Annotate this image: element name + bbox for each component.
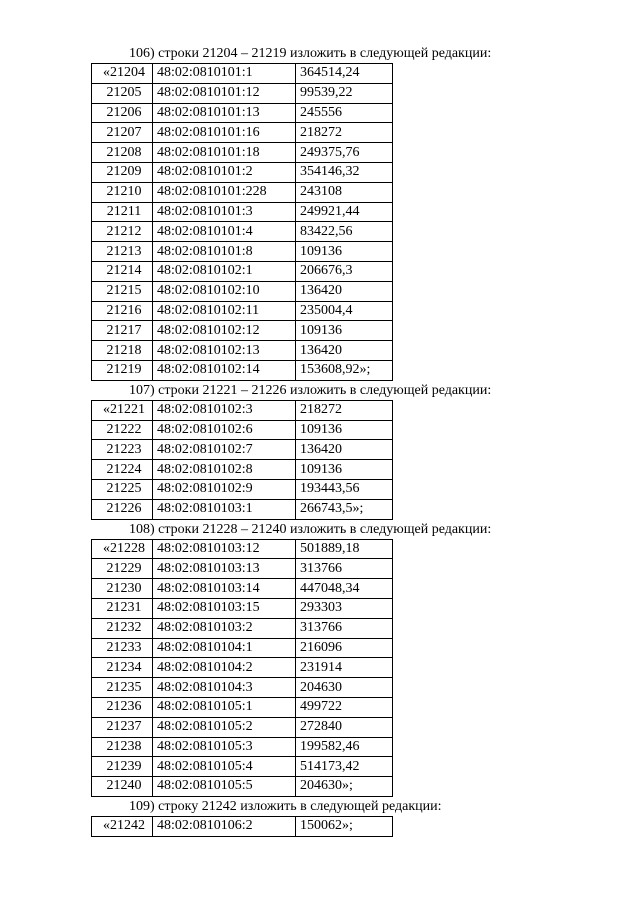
row-number-cell: 21218 bbox=[92, 341, 153, 361]
cadastral-number-cell: 48:02:0810102:9 bbox=[153, 479, 296, 499]
value-cell: 249921,44 bbox=[296, 202, 393, 222]
value-cell: 245556 bbox=[296, 103, 393, 123]
table-row bbox=[92, 737, 393, 757]
amendment-heading: 107) строки 21221 – 21226 изложить в следующей редакции: bbox=[129, 382, 492, 398]
row-number-cell: 21219 bbox=[92, 360, 153, 380]
value-cell: 109136 bbox=[296, 242, 393, 262]
amendment-section bbox=[0, 520, 640, 797]
row-number-cell: 21222 bbox=[92, 420, 153, 440]
cadastral-number-cell: 48:02:0810101:13 bbox=[153, 103, 296, 123]
row-number-cell: 21210 bbox=[92, 182, 153, 202]
row-number-cell: 21208 bbox=[92, 143, 153, 163]
amendment-section bbox=[0, 381, 640, 520]
row-number-cell: 21235 bbox=[92, 678, 153, 698]
row-number-cell: 21234 bbox=[92, 658, 153, 678]
cadastral-number-cell: 48:02:0810102:13 bbox=[153, 341, 296, 361]
row-number-cell: 21233 bbox=[92, 638, 153, 658]
row-number-cell: 21240 bbox=[92, 777, 153, 797]
table-row bbox=[92, 64, 393, 84]
row-number-cell: «21221 bbox=[92, 400, 153, 420]
cadastral-number-cell: 48:02:0810102:11 bbox=[153, 301, 296, 321]
value-cell: 206676,3 bbox=[296, 261, 393, 281]
table-row bbox=[92, 460, 393, 480]
cadastral-number-cell: 48:02:0810105:2 bbox=[153, 717, 296, 737]
cadastral-number-cell: 48:02:0810101:16 bbox=[153, 123, 296, 143]
row-number-cell: 21212 bbox=[92, 222, 153, 242]
value-cell: 99539,22 bbox=[296, 83, 393, 103]
value-cell: 364514,24 bbox=[296, 64, 393, 84]
row-number-cell: 21217 bbox=[92, 321, 153, 341]
value-cell: 109136 bbox=[296, 321, 393, 341]
amendment-table bbox=[91, 539, 393, 797]
row-number-cell: 21224 bbox=[92, 460, 153, 480]
row-number-cell: 21207 bbox=[92, 123, 153, 143]
value-cell: 204630»; bbox=[296, 777, 393, 797]
cadastral-number-cell: 48:02:0810104:1 bbox=[153, 638, 296, 658]
table-row bbox=[92, 579, 393, 599]
value-cell: 204630 bbox=[296, 678, 393, 698]
row-number-cell: 21237 bbox=[92, 717, 153, 737]
table-row bbox=[92, 202, 393, 222]
cadastral-number-cell: 48:02:0810101:4 bbox=[153, 222, 296, 242]
row-number-cell: 21223 bbox=[92, 440, 153, 460]
row-number-cell: 21216 bbox=[92, 301, 153, 321]
row-number-cell: 21211 bbox=[92, 202, 153, 222]
cadastral-number-cell: 48:02:0810103:15 bbox=[153, 598, 296, 618]
row-number-cell: 21225 bbox=[92, 479, 153, 499]
value-cell: 313766 bbox=[296, 559, 393, 579]
row-number-cell: 21206 bbox=[92, 103, 153, 123]
amendment-heading: 106) строки 21204 – 21219 изложить в следующей редакции: bbox=[129, 46, 492, 61]
cadastral-number-cell: 48:02:0810101:12 bbox=[153, 83, 296, 103]
value-cell: 235004,4 bbox=[296, 301, 393, 321]
table-row bbox=[92, 222, 393, 242]
row-number-cell: «21204 bbox=[92, 64, 153, 84]
value-cell: 218272 bbox=[296, 123, 393, 143]
cadastral-number-cell: 48:02:0810101:18 bbox=[153, 143, 296, 163]
value-cell: 136420 bbox=[296, 281, 393, 301]
amendment-section bbox=[0, 44, 640, 381]
table-row bbox=[92, 400, 393, 420]
table-row bbox=[92, 301, 393, 321]
value-cell: 249375,76 bbox=[296, 143, 393, 163]
row-number-cell: 21209 bbox=[92, 162, 153, 182]
value-cell: 266743,5»; bbox=[296, 499, 393, 519]
table-row bbox=[92, 598, 393, 618]
cadastral-number-cell: 48:02:0810102:14 bbox=[153, 360, 296, 380]
table-row bbox=[92, 182, 393, 202]
row-number-cell: 21205 bbox=[92, 83, 153, 103]
cadastral-number-cell: 48:02:0810103:14 bbox=[153, 579, 296, 599]
amendment-section bbox=[0, 797, 640, 837]
cadastral-number-cell: 48:02:0810104:2 bbox=[153, 658, 296, 678]
row-number-cell: 21232 bbox=[92, 618, 153, 638]
table-row bbox=[92, 618, 393, 638]
value-cell: 109136 bbox=[296, 460, 393, 480]
cadastral-number-cell: 48:02:0810106:2 bbox=[153, 816, 296, 836]
value-cell: 447048,34 bbox=[296, 579, 393, 599]
table-row bbox=[92, 341, 393, 361]
table-row bbox=[92, 321, 393, 341]
table-row bbox=[92, 261, 393, 281]
cadastral-number-cell: 48:02:0810102:7 bbox=[153, 440, 296, 460]
cadastral-number-cell: 48:02:0810105:3 bbox=[153, 737, 296, 757]
table-row bbox=[92, 440, 393, 460]
table-row bbox=[92, 123, 393, 143]
cadastral-number-cell: 48:02:0810103:2 bbox=[153, 618, 296, 638]
table-row bbox=[92, 360, 393, 380]
table-row bbox=[92, 777, 393, 797]
amendment-table bbox=[91, 400, 393, 520]
table-row bbox=[92, 499, 393, 519]
row-number-cell: 21236 bbox=[92, 697, 153, 717]
cadastral-number-cell: 48:02:0810102:12 bbox=[153, 321, 296, 341]
table-row bbox=[92, 638, 393, 658]
cadastral-number-cell: 48:02:0810103:13 bbox=[153, 559, 296, 579]
cadastral-number-cell: 48:02:0810103:12 bbox=[153, 539, 296, 559]
row-number-cell: 21215 bbox=[92, 281, 153, 301]
cadastral-number-cell: 48:02:0810102:8 bbox=[153, 460, 296, 480]
table-row bbox=[92, 83, 393, 103]
cadastral-number-cell: 48:02:0810102:1 bbox=[153, 261, 296, 281]
value-cell: 109136 bbox=[296, 420, 393, 440]
row-number-cell: 21214 bbox=[92, 261, 153, 281]
value-cell: 136420 bbox=[296, 440, 393, 460]
table-row bbox=[92, 757, 393, 777]
cadastral-number-cell: 48:02:0810105:4 bbox=[153, 757, 296, 777]
row-number-cell: 21239 bbox=[92, 757, 153, 777]
table-row bbox=[92, 678, 393, 698]
table-row bbox=[92, 143, 393, 163]
row-number-cell: 21229 bbox=[92, 559, 153, 579]
cadastral-number-cell: 48:02:0810102:6 bbox=[153, 420, 296, 440]
cadastral-number-cell: 48:02:0810101:1 bbox=[153, 64, 296, 84]
value-cell: 153608,92»; bbox=[296, 360, 393, 380]
table-row bbox=[92, 103, 393, 123]
value-cell: 83422,56 bbox=[296, 222, 393, 242]
table-row bbox=[92, 559, 393, 579]
cadastral-number-cell: 48:02:0810105:5 bbox=[153, 777, 296, 797]
amendment-heading: 108) строки 21228 – 21240 изложить в следующей редакции: bbox=[129, 521, 492, 537]
value-cell: 199582,46 bbox=[296, 737, 393, 757]
value-cell: 272840 bbox=[296, 717, 393, 737]
cadastral-number-cell: 48:02:0810104:3 bbox=[153, 678, 296, 698]
cadastral-number-cell: 48:02:0810105:1 bbox=[153, 697, 296, 717]
table-row bbox=[92, 242, 393, 262]
table-row bbox=[92, 539, 393, 559]
amendment-table bbox=[91, 816, 393, 837]
value-cell: 243108 bbox=[296, 182, 393, 202]
value-cell: 193443,56 bbox=[296, 479, 393, 499]
value-cell: 231914 bbox=[296, 658, 393, 678]
row-number-cell: «21242 bbox=[92, 816, 153, 836]
row-number-cell: 21231 bbox=[92, 598, 153, 618]
value-cell: 514173,42 bbox=[296, 757, 393, 777]
cadastral-number-cell: 48:02:0810101:228 bbox=[153, 182, 296, 202]
value-cell: 293303 bbox=[296, 598, 393, 618]
value-cell: 136420 bbox=[296, 341, 393, 361]
table-row bbox=[92, 162, 393, 182]
table-row bbox=[92, 816, 393, 836]
cadastral-number-cell: 48:02:0810101:3 bbox=[153, 202, 296, 222]
table-row bbox=[92, 697, 393, 717]
table-row bbox=[92, 420, 393, 440]
table-row bbox=[92, 479, 393, 499]
amendment-table bbox=[91, 63, 393, 381]
value-cell: 150062»; bbox=[296, 816, 393, 836]
value-cell: 501889,18 bbox=[296, 539, 393, 559]
row-number-cell: 21238 bbox=[92, 737, 153, 757]
value-cell: 218272 bbox=[296, 400, 393, 420]
value-cell: 499722 bbox=[296, 697, 393, 717]
row-number-cell: 21230 bbox=[92, 579, 153, 599]
row-number-cell: «21228 bbox=[92, 539, 153, 559]
cadastral-number-cell: 48:02:0810101:2 bbox=[153, 162, 296, 182]
cadastral-number-cell: 48:02:0810101:8 bbox=[153, 242, 296, 262]
table-row bbox=[92, 717, 393, 737]
document-body bbox=[0, 44, 640, 837]
value-cell: 216096 bbox=[296, 638, 393, 658]
value-cell: 354146,32 bbox=[296, 162, 393, 182]
table-row bbox=[92, 658, 393, 678]
table-row bbox=[92, 281, 393, 301]
cadastral-number-cell: 48:02:0810102:3 bbox=[153, 400, 296, 420]
cadastral-number-cell: 48:02:0810103:1 bbox=[153, 499, 296, 519]
amendment-heading: 109) строку 21242 изложить в следующей редакции: bbox=[129, 798, 442, 814]
cadastral-number-cell: 48:02:0810102:10 bbox=[153, 281, 296, 301]
row-number-cell: 21226 bbox=[92, 499, 153, 519]
value-cell: 313766 bbox=[296, 618, 393, 638]
row-number-cell: 21213 bbox=[92, 242, 153, 262]
